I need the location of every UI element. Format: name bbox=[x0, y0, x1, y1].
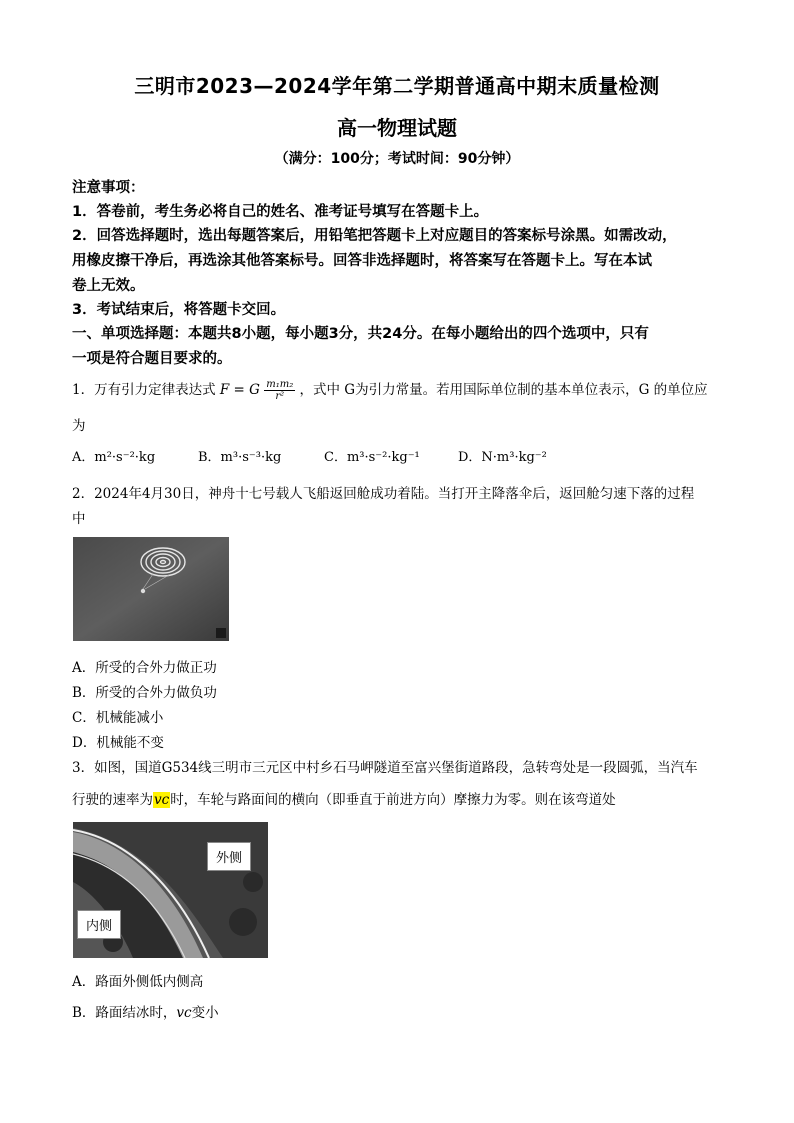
q1-option-d: D．N·m³·kg⁻² bbox=[458, 450, 547, 465]
q3-option-b-after: 变小 bbox=[191, 1005, 219, 1021]
q1-stem-line-2: 为 bbox=[72, 418, 86, 434]
q2-option-a: A．所受的合外力做正功 bbox=[72, 660, 217, 676]
formula-denominator: r² bbox=[275, 391, 285, 402]
q1-stem bbox=[72, 378, 722, 402]
q2-option-b: B．所受的合外力做负功 bbox=[72, 685, 217, 701]
exam-title: 三明市2023—2024学年第二学期普通高中期末质量检测 bbox=[134, 74, 660, 98]
curved-road-photo bbox=[73, 822, 268, 958]
notes-heading: 注意事项： bbox=[72, 180, 145, 196]
subject-title: 高一物理试题 bbox=[337, 116, 457, 140]
q3-stem-line-1: 3．如图，国道G534线三明市三元区中村乡石马岬隧道至富兴堡街道路段，急转弯处是一段圆弧，当汽车 bbox=[72, 760, 698, 776]
label-outer-side: 外侧 bbox=[207, 842, 251, 871]
formula-fraction bbox=[264, 379, 295, 402]
q1-text-after: ，式中 G为引力常量。若用国际单位制的基本单位表示，G 的单位应 bbox=[299, 382, 708, 398]
q3-option-b bbox=[72, 1001, 722, 1021]
note-item-1: 1．答卷前，考生务必将自己的姓名、准考证号填写在答题卡上。 bbox=[72, 204, 489, 220]
q3-text-after: 时，车轮与路面间的横向（即垂直于前进方向）摩擦力为零。则在该弯道处 bbox=[170, 792, 616, 808]
note-item-2-line-1: 2．回答选择题时，选出每题答案后，用铅笔把答题卡上对应题目的答案标号涂黑。如需改动， bbox=[72, 228, 677, 244]
capsule-parachute-photo bbox=[73, 537, 229, 641]
q2-stem-line-2: 中 bbox=[72, 511, 86, 527]
note-item-2-line-2: 用橡皮擦干净后，再选涂其他答案标号。回答非选择题时，将答案写在答题卡上。写在本试 bbox=[72, 253, 652, 269]
q3-stem-line-2 bbox=[72, 788, 722, 808]
q2-stem-line-1: 2．2024年4月30日，神舟十七号载人飞船返回舱成功着陆。当打开主降落伞后，返回舱匀速下落的过程 bbox=[72, 486, 695, 502]
vc-highlight: vc bbox=[154, 792, 170, 808]
gravity-formula bbox=[220, 379, 295, 402]
q2-option-c: C．机械能减小 bbox=[72, 710, 164, 726]
parachute-image bbox=[73, 537, 229, 641]
q1-text-before: 1．万有引力定律表达式 bbox=[72, 382, 216, 398]
formula-numerator: m₁m₂ bbox=[266, 379, 294, 390]
q3-option-b-text: B．路面结冰时， bbox=[72, 1005, 177, 1021]
q1-option-c: C．m³·s⁻²·kg⁻¹ bbox=[324, 450, 420, 465]
section-heading-line-2: 一项是符合题目要求的。 bbox=[72, 351, 232, 367]
q1-option-a: A．m²·s⁻²·kg bbox=[72, 450, 156, 465]
exam-meta: （满分：100分；考试时间：90分钟） bbox=[274, 151, 520, 167]
q3-option-a: A．路面外侧低内侧高 bbox=[72, 974, 204, 990]
q3-option-b-var: vc bbox=[176, 1005, 192, 1021]
note-item-2-line-3: 卷上无效。 bbox=[72, 278, 145, 294]
formula-lhs: F = G bbox=[219, 382, 260, 398]
note-item-3: 3．考试结束后，将答题卡交回。 bbox=[72, 302, 286, 318]
label-inner-side: 内侧 bbox=[77, 910, 121, 939]
q3-text-before: 行驶的速率为 bbox=[72, 792, 153, 808]
q1-option-b: B．m³·s⁻³·kg bbox=[198, 450, 282, 465]
section-heading-line-1: 一、单项选择题：本题共8小题，每小题3分，共24分。在每小题给出的四个选项中，只有 bbox=[72, 326, 649, 342]
q2-option-d: D．机械能不变 bbox=[72, 735, 164, 751]
